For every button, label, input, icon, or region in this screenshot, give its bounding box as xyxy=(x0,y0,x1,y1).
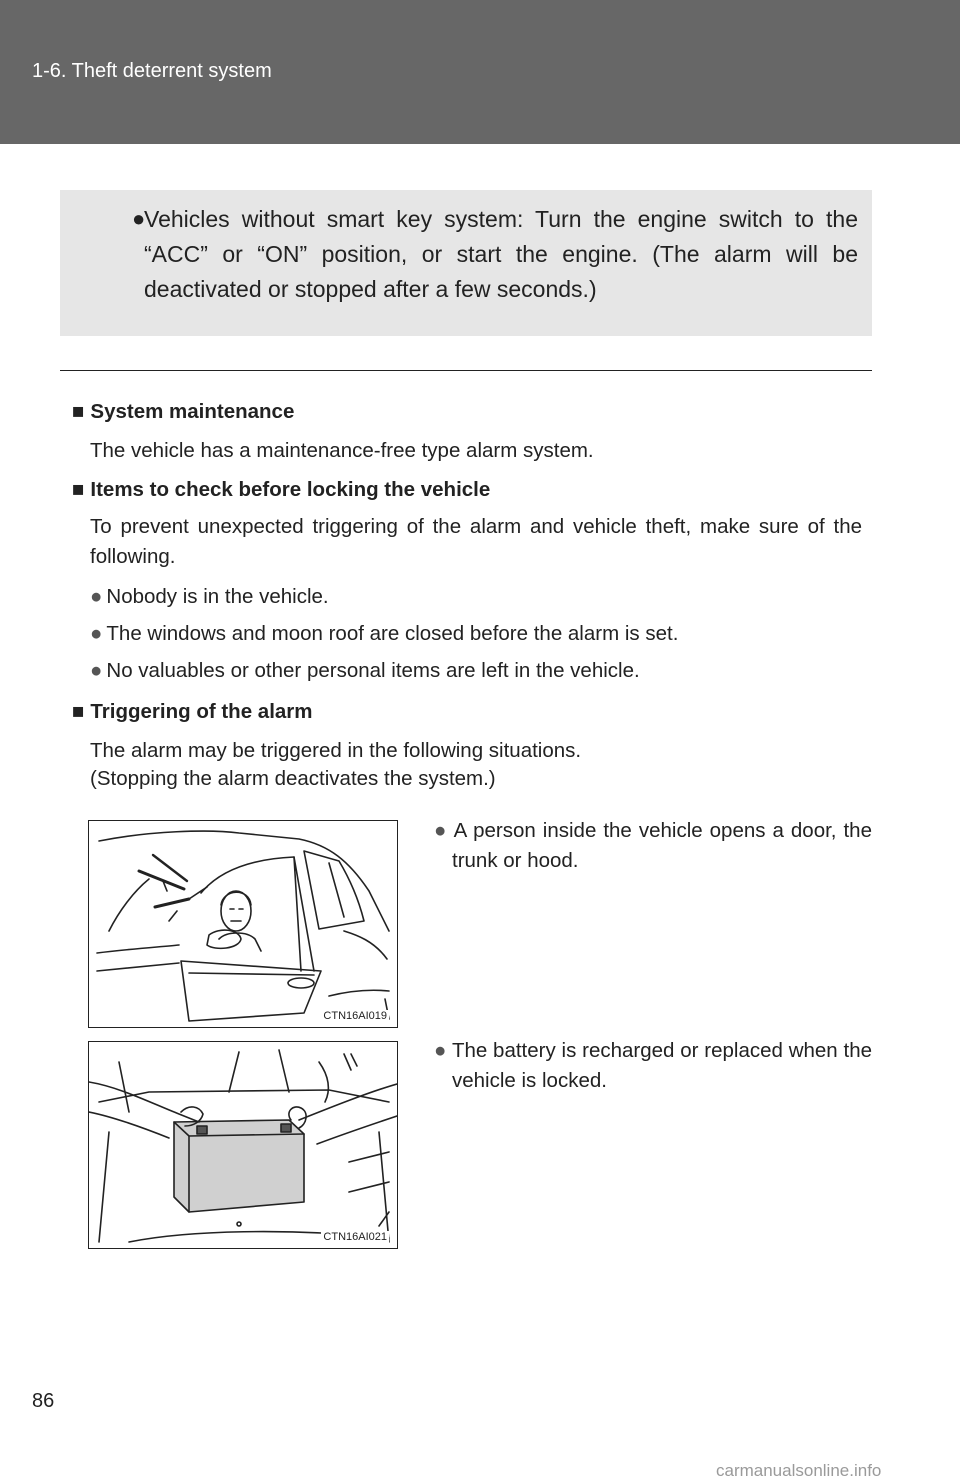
triggering-line-2: (Stopping the alarm deactivates the system.) xyxy=(90,767,496,790)
figure-code: CTN16AI019 xyxy=(323,1010,387,1022)
check-body: To prevent unexpected triggering of the alarm and vehicle theft, make sure of the following. xyxy=(90,515,862,568)
divider xyxy=(60,370,872,371)
figure-battery-replacement xyxy=(88,1041,398,1249)
bullet-icon: ● xyxy=(434,1039,447,1062)
bullet-icon: ● xyxy=(90,659,103,682)
figure-1-text: ● A person inside the vehicle opens a door, the trunk or hood. xyxy=(434,819,872,872)
square-bullet-icon: ■ xyxy=(72,478,85,501)
square-bullet-icon: ■ xyxy=(72,700,85,723)
bullet-icon: ● xyxy=(434,819,448,842)
watermark: carmanualsonline.info xyxy=(716,1461,882,1480)
square-bullet-icon: ■ xyxy=(72,400,85,423)
check-item: ● No valuables or other personal items are left in the vehicle. xyxy=(90,659,640,682)
battery-illustration xyxy=(89,1042,397,1248)
bullet-icon: ● xyxy=(90,585,103,608)
figure-person-opens-door xyxy=(88,820,398,1028)
notice-text: Vehicles without smart key system: Turn the engine switch to the “ACC” or “ON” position, or start the engine. (The alarm will be deactivated or stopped after a few seconds.) xyxy=(144,206,858,302)
notice-bullet: ● xyxy=(132,206,146,231)
figure-2-text: ● The battery is recharged or replaced when the vehicle is locked. xyxy=(434,1039,873,1092)
heading-triggering xyxy=(72,700,313,724)
car-door-illustration xyxy=(89,821,397,1027)
figure-code: CTN16AI021 xyxy=(323,1231,387,1243)
check-item: ● Nobody is in the vehicle. xyxy=(90,585,329,608)
notice-box xyxy=(60,190,872,336)
heading-items-to-check xyxy=(72,478,490,502)
section-title: 1-6. Theft deterrent system xyxy=(32,60,272,82)
bullet-icon: ● xyxy=(90,622,103,645)
check-item: ● The windows and moon roof are closed before the alarm is set. xyxy=(90,622,679,645)
heading-system-maintenance xyxy=(72,400,294,424)
heading-text: Items to check before locking the vehicle xyxy=(90,478,491,501)
page-number: 86 xyxy=(32,1390,55,1412)
maintenance-body: The vehicle has a maintenance-free type alarm system. xyxy=(90,439,594,462)
heading-text: System maintenance xyxy=(90,400,295,423)
heading-text: Triggering of the alarm xyxy=(90,700,313,723)
triggering-line-1: The alarm may be triggered in the following situations. xyxy=(90,739,582,762)
page-header xyxy=(0,0,960,144)
